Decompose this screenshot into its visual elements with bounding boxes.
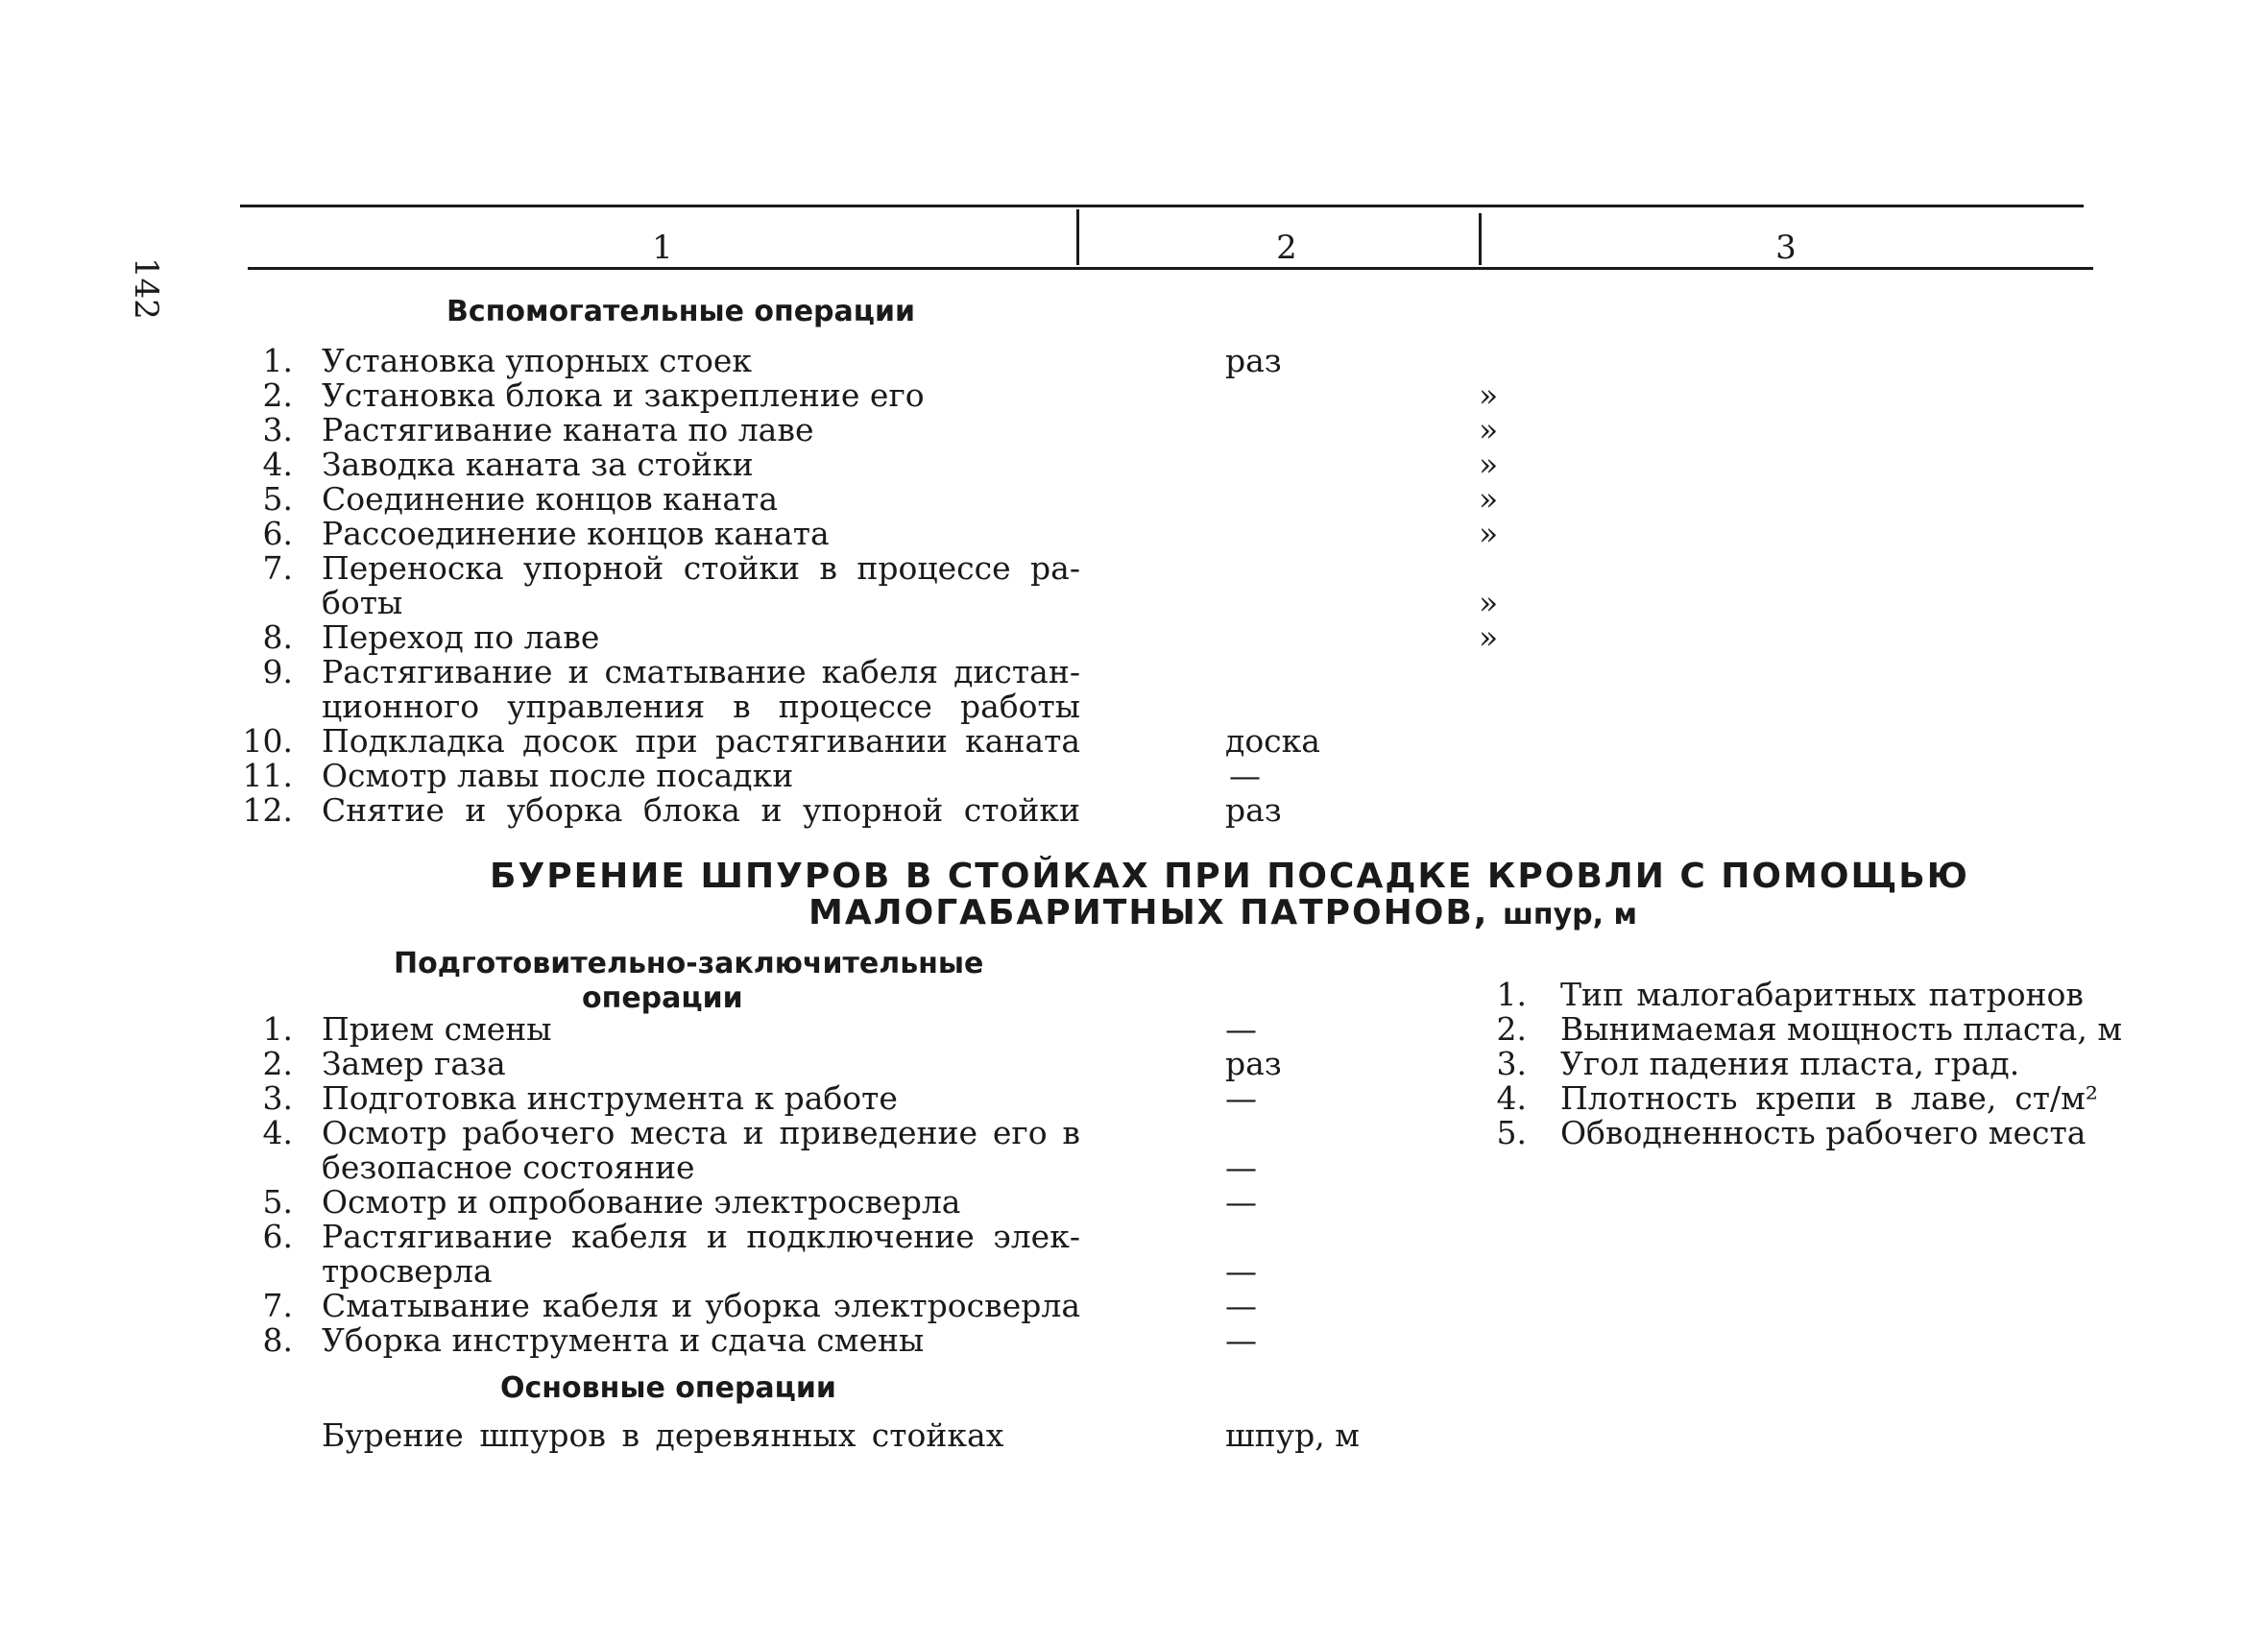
column-header-1: 1 xyxy=(652,229,673,267)
item-text: Прием смены xyxy=(322,1010,552,1048)
list-item xyxy=(240,1185,1344,1220)
item-unit: — xyxy=(1225,1149,1257,1186)
list-item-continuation xyxy=(240,689,1344,724)
list-item xyxy=(240,1047,1344,1081)
page-number: 142 xyxy=(127,257,165,320)
list-item xyxy=(240,551,1344,586)
main-operation-text: Бурение шпуров в деревянных стойках xyxy=(322,1416,1004,1454)
item-number: 4. xyxy=(262,446,293,483)
item-number: 3. xyxy=(262,411,293,448)
item-unit: » xyxy=(1479,515,1499,552)
item-number: 6. xyxy=(262,515,293,552)
list-item xyxy=(240,515,1499,552)
item-number: 6. xyxy=(262,1218,293,1255)
item-number: 5. xyxy=(262,1183,293,1221)
header-top-rule xyxy=(240,205,2084,207)
list-item-continuation xyxy=(240,1150,1344,1185)
item-text: Заводка каната за стойки xyxy=(322,446,754,483)
item-text: Соединение концов каната xyxy=(322,480,779,518)
item-number: 10. xyxy=(242,722,293,760)
item-number: 5. xyxy=(262,480,293,518)
header-bottom-rule xyxy=(248,267,2093,270)
item-number: 2. xyxy=(262,1045,293,1082)
list-item xyxy=(240,1012,1344,1047)
factor-item xyxy=(1488,1047,2122,1081)
item-unit: доска xyxy=(1225,722,1320,760)
list-item-continuation xyxy=(240,1254,1344,1289)
item-text: Замер газа xyxy=(322,1045,506,1082)
factor-number: 2. xyxy=(1496,1010,1527,1048)
item-number: 4. xyxy=(262,1114,293,1151)
item-text: Подкладка досок при растягивании каната xyxy=(322,722,1080,760)
list-item xyxy=(240,1220,1344,1254)
list-item xyxy=(240,759,1344,793)
item-unit: » xyxy=(1479,376,1499,414)
list-item xyxy=(240,1289,1344,1323)
factor-number: 1. xyxy=(1496,976,1527,1013)
list-item xyxy=(240,793,1344,828)
item-text: Установка блока и закрепление его xyxy=(322,376,925,414)
item-text: Переноска упорной стойки в процессе ра- xyxy=(322,549,1080,587)
prep-operations-list xyxy=(240,1012,1344,1358)
item-number: 8. xyxy=(262,618,293,656)
item-unit: » xyxy=(1479,411,1499,448)
item-text: Снятие и уборка блока и упорной стойки xyxy=(322,791,1080,829)
header-divider-1 xyxy=(1076,209,1079,265)
item-unit: » xyxy=(1479,480,1499,518)
item-unit: » xyxy=(1479,446,1499,483)
header-divider-2 xyxy=(1479,213,1482,265)
item-unit: — xyxy=(1225,1010,1257,1048)
factor-number: 4. xyxy=(1496,1079,1527,1117)
item-unit: — xyxy=(1225,1183,1257,1221)
item-unit: раз xyxy=(1225,1045,1282,1082)
factor-text: Обводненность рабочего места xyxy=(1560,1114,2087,1151)
item-unit: раз xyxy=(1225,342,1282,379)
list-item xyxy=(240,411,1499,448)
factor-item xyxy=(1488,1012,2122,1047)
factor-text: Вынимаемая мощность пласта, м xyxy=(1560,1010,2122,1048)
item-text: Подготовка инструмента к работе xyxy=(322,1079,898,1117)
item-unit: — xyxy=(1225,1287,1257,1324)
section-title-unit: шпур, м xyxy=(1503,898,1637,931)
item-text: Переход по лаве xyxy=(322,618,600,656)
item-unit: » xyxy=(1479,618,1499,656)
item-text: Растягивание каната по лаве xyxy=(322,411,814,448)
prep-operations-heading-line2: операции xyxy=(582,981,743,1015)
factor-item xyxy=(1488,1116,2122,1150)
item-number: 1. xyxy=(262,1010,293,1048)
item-text: Установка упорных стоек xyxy=(322,342,753,379)
item-unit: — xyxy=(1225,1252,1257,1290)
factor-item xyxy=(1488,1081,2122,1116)
item-text: Сматывание кабеля и уборка электросверла xyxy=(322,1287,1080,1324)
section-title-line2 xyxy=(808,893,1637,932)
item-number: 9. xyxy=(262,653,293,690)
item-text: Осмотр рабочего места и приведение его в xyxy=(322,1114,1080,1151)
list-item xyxy=(240,376,1499,414)
aux-operations-list xyxy=(240,342,1499,829)
list-item xyxy=(240,446,1499,483)
section-title-line1: БУРЕНИЕ ШПУРОВ В СТОЙКАХ ПРИ ПОСАДКЕ КРОВЛИ С ПОМОЩЬЮ xyxy=(490,857,1969,896)
item-unit: » xyxy=(1479,584,1499,621)
prep-operations-heading-line1: Подготовительно-заключительные xyxy=(394,947,984,980)
item-number: 3. xyxy=(262,1079,293,1117)
list-item xyxy=(240,655,1344,689)
section-title-text: МАЛОГАБАРИТНЫХ ПАТРОНОВ, xyxy=(808,893,1489,932)
factor-number: 5. xyxy=(1496,1114,1527,1151)
list-item xyxy=(240,1323,1344,1358)
item-text: Рассоединение концов каната xyxy=(322,515,830,552)
column-header-2: 2 xyxy=(1276,229,1297,267)
item-unit: — xyxy=(1225,1079,1257,1117)
factor-item xyxy=(1488,978,2122,1012)
item-unit: — xyxy=(1225,1321,1257,1359)
main-operation-unit: шпур, м xyxy=(1225,1416,1360,1454)
item-unit: — xyxy=(1229,757,1261,794)
item-text: тросверла xyxy=(322,1252,493,1290)
item-text: боты xyxy=(322,584,403,621)
list-item xyxy=(240,618,1499,656)
factor-text: Плотность крепи в лаве, ст/м² xyxy=(1560,1079,2098,1117)
item-text: Уборка инструмента и сдача смены xyxy=(322,1321,925,1359)
item-text: Осмотр лавы после посадки xyxy=(322,757,794,794)
factor-text: Тип малогабаритных патронов xyxy=(1560,976,2084,1013)
factors-list xyxy=(1488,978,2122,1150)
item-number: 8. xyxy=(262,1321,293,1359)
item-number: 11. xyxy=(242,757,293,794)
factor-number: 3. xyxy=(1496,1045,1527,1082)
item-number: 1. xyxy=(262,342,293,379)
item-number: 7. xyxy=(262,1287,293,1324)
list-item xyxy=(240,1116,1344,1150)
item-text: Растягивание и сматывание кабеля дистан- xyxy=(322,653,1080,690)
item-number: 7. xyxy=(262,549,293,587)
list-item xyxy=(240,480,1499,518)
list-item-continuation xyxy=(240,584,1499,621)
item-text: безопасное состояние xyxy=(322,1149,695,1186)
column-header-3: 3 xyxy=(1775,229,1797,267)
list-item xyxy=(240,724,1344,759)
aux-operations-heading: Вспомогательные операции xyxy=(446,295,916,328)
item-unit: раз xyxy=(1225,791,1282,829)
list-item xyxy=(240,344,1344,378)
main-operations-heading: Основные операции xyxy=(500,1371,836,1405)
item-number: 12. xyxy=(242,791,293,829)
item-text: Осмотр и опробование электросверла xyxy=(322,1183,961,1221)
list-item xyxy=(240,1081,1344,1116)
item-number: 2. xyxy=(262,376,293,414)
item-text: Растягивание кабеля и подключение элек- xyxy=(322,1218,1080,1255)
factor-text: Угол падения пласта, град. xyxy=(1560,1045,2020,1082)
item-text: ционного управления в процессе работы xyxy=(322,688,1080,725)
